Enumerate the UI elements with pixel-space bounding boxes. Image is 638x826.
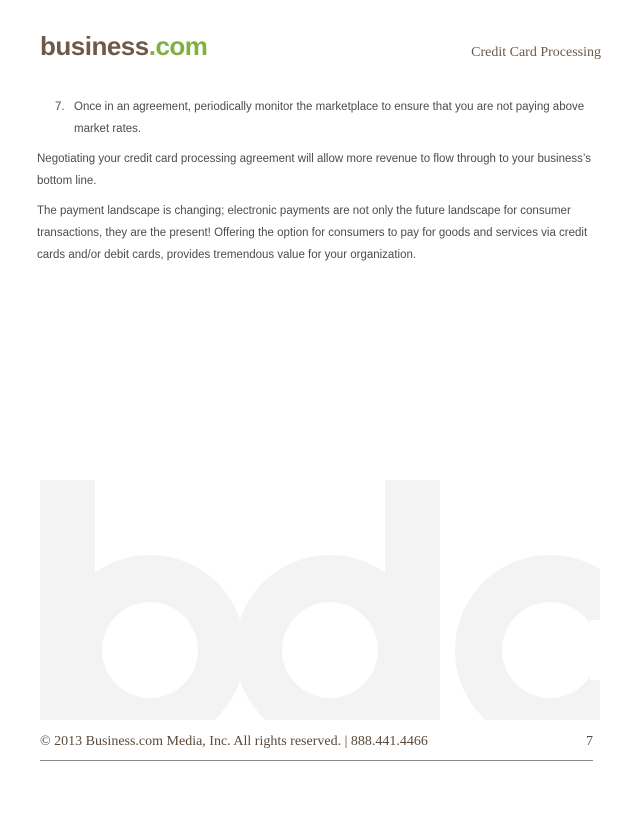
page-number: 7 (586, 734, 593, 749)
logo-main-text: business (40, 31, 149, 61)
footer-copyright: © 2013 Business.com Media, Inc. All rights reserved. | 888.441.4466 (40, 734, 428, 749)
watermark-d-stem (385, 480, 440, 720)
paragraph: Negotiating your credit card processing agreement will allow more revenue to flow through to your business’s bottom line. (37, 153, 591, 187)
business-com-logo[interactable] (40, 33, 207, 59)
logo-tld-text: .com (148, 31, 208, 61)
list-item (37, 96, 597, 140)
paragraph: The payment landscape is changing; electronic payments are not only the future landscape for consumer transactions, they are the present! Offering the option for consumers to pay for goods and services via credit cards and/or debit cards, provides tremendous value for your organization. (37, 205, 588, 261)
bdc-watermark (30, 470, 600, 720)
list-item-text: Once in an agreement, periodically monitor the marketplace to ensure that you are not paying above market rates. (74, 101, 585, 135)
document-title: Credit Card Processing (471, 45, 601, 60)
document-body (37, 96, 597, 274)
page-footer (40, 732, 593, 761)
list-item-number: 7. (55, 101, 65, 113)
